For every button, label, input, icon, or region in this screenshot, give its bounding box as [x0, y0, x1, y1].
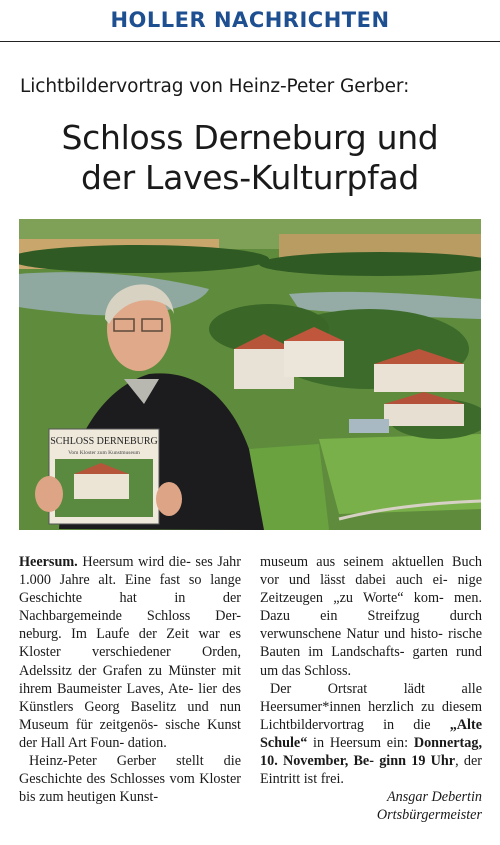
masthead — [0, 0, 500, 40]
text-line: Geschichte des Schlosses vom — [19, 771, 195, 788]
book-title: SCHLOSS DERNEBURG — [50, 436, 158, 447]
text-line: lier des Künstlers Georg Baselitz — [19, 680, 241, 715]
venue: „Alte Schule“ — [260, 716, 483, 751]
signature-role: Ortsbürgermeister — [376, 807, 482, 824]
text-line: Heinz-Peter Gerber stellt die — [29, 753, 241, 770]
text-line: in Heersum ein: — [307, 734, 409, 751]
article-column-right — [260, 553, 482, 824]
paragraph-4 — [260, 680, 482, 789]
masthead-divider — [0, 41, 500, 42]
event-date: Donnertag, 10. November, Be- — [260, 734, 483, 770]
headline-line-2: der Laves-Kulturpfad — [80, 158, 420, 197]
article-photo — [19, 219, 481, 530]
text-line: Adelssitz der Grafen zu Münster — [19, 662, 216, 679]
signature — [260, 788, 482, 824]
event-time: ginn 19 Uhr — [379, 753, 456, 770]
text-line: mit ihrem Baumeister Laves, Ate- — [19, 662, 241, 697]
text-line: Nachbargemeinde Schloss Der- — [19, 608, 241, 625]
dateline: Heersum. — [19, 554, 78, 570]
text-line: und nun Museum für zeitgenös- — [19, 698, 242, 733]
text-line: diesem Lichtbildervortrag in die — [260, 698, 482, 733]
text-line: Buch vor und lässt dabei auch ei- — [260, 554, 482, 589]
text-line: sische Kunst der Hall Art Foun- — [19, 716, 241, 751]
text-line: verwunschene Natur und histo- — [260, 626, 443, 643]
text-line: es Kloster verschiedener Orden, — [19, 626, 241, 661]
publication-title: HOLLER NACHRICHTEN — [110, 8, 390, 32]
book-subtitle: Vom Kloster zum Kunstmuseum — [68, 450, 140, 456]
text-line: , der Eintritt ist frei. — [260, 753, 483, 788]
signature-name: Ansgar Debertin — [387, 789, 482, 806]
text-line: Der Ortsrat lädt alle — [270, 680, 482, 697]
text-line: Heersum wird die- — [77, 554, 191, 570]
text-line: museum aus seinem aktuellen — [260, 554, 444, 570]
text-line: nige Zeitzeugen „zu Worte“ kom- — [260, 572, 483, 607]
paragraph-1 — [19, 553, 241, 752]
text-line: Heersumer*innen herzlich zu — [260, 698, 435, 715]
text-line: neburg. Im Laufe der Zeit war — [19, 626, 220, 643]
text-line: so lange Geschichte hat in der — [19, 572, 241, 607]
paragraph-3 — [260, 553, 482, 680]
article-headline — [0, 118, 500, 198]
headline-line-1: Schloss Derneburg und — [61, 118, 439, 157]
paragraph-2 — [19, 752, 241, 806]
text-line: rische Bauten im Landschafts- — [260, 626, 482, 661]
text-line: ses Jahr 1.000 Jahre alt. Eine fast — [19, 554, 242, 589]
text-line: men. Dazu ein Streifzug durch — [260, 590, 482, 625]
article-kicker: Lichtbildervortrag von Heinz-Peter Gerber: — [20, 76, 410, 97]
article-column-left — [19, 553, 241, 806]
text-line: Kloster bis zum heutigen Kunst- — [19, 771, 241, 806]
text-line: garten rund um das Schloss. — [260, 644, 482, 679]
text-line: dation. — [127, 734, 167, 751]
